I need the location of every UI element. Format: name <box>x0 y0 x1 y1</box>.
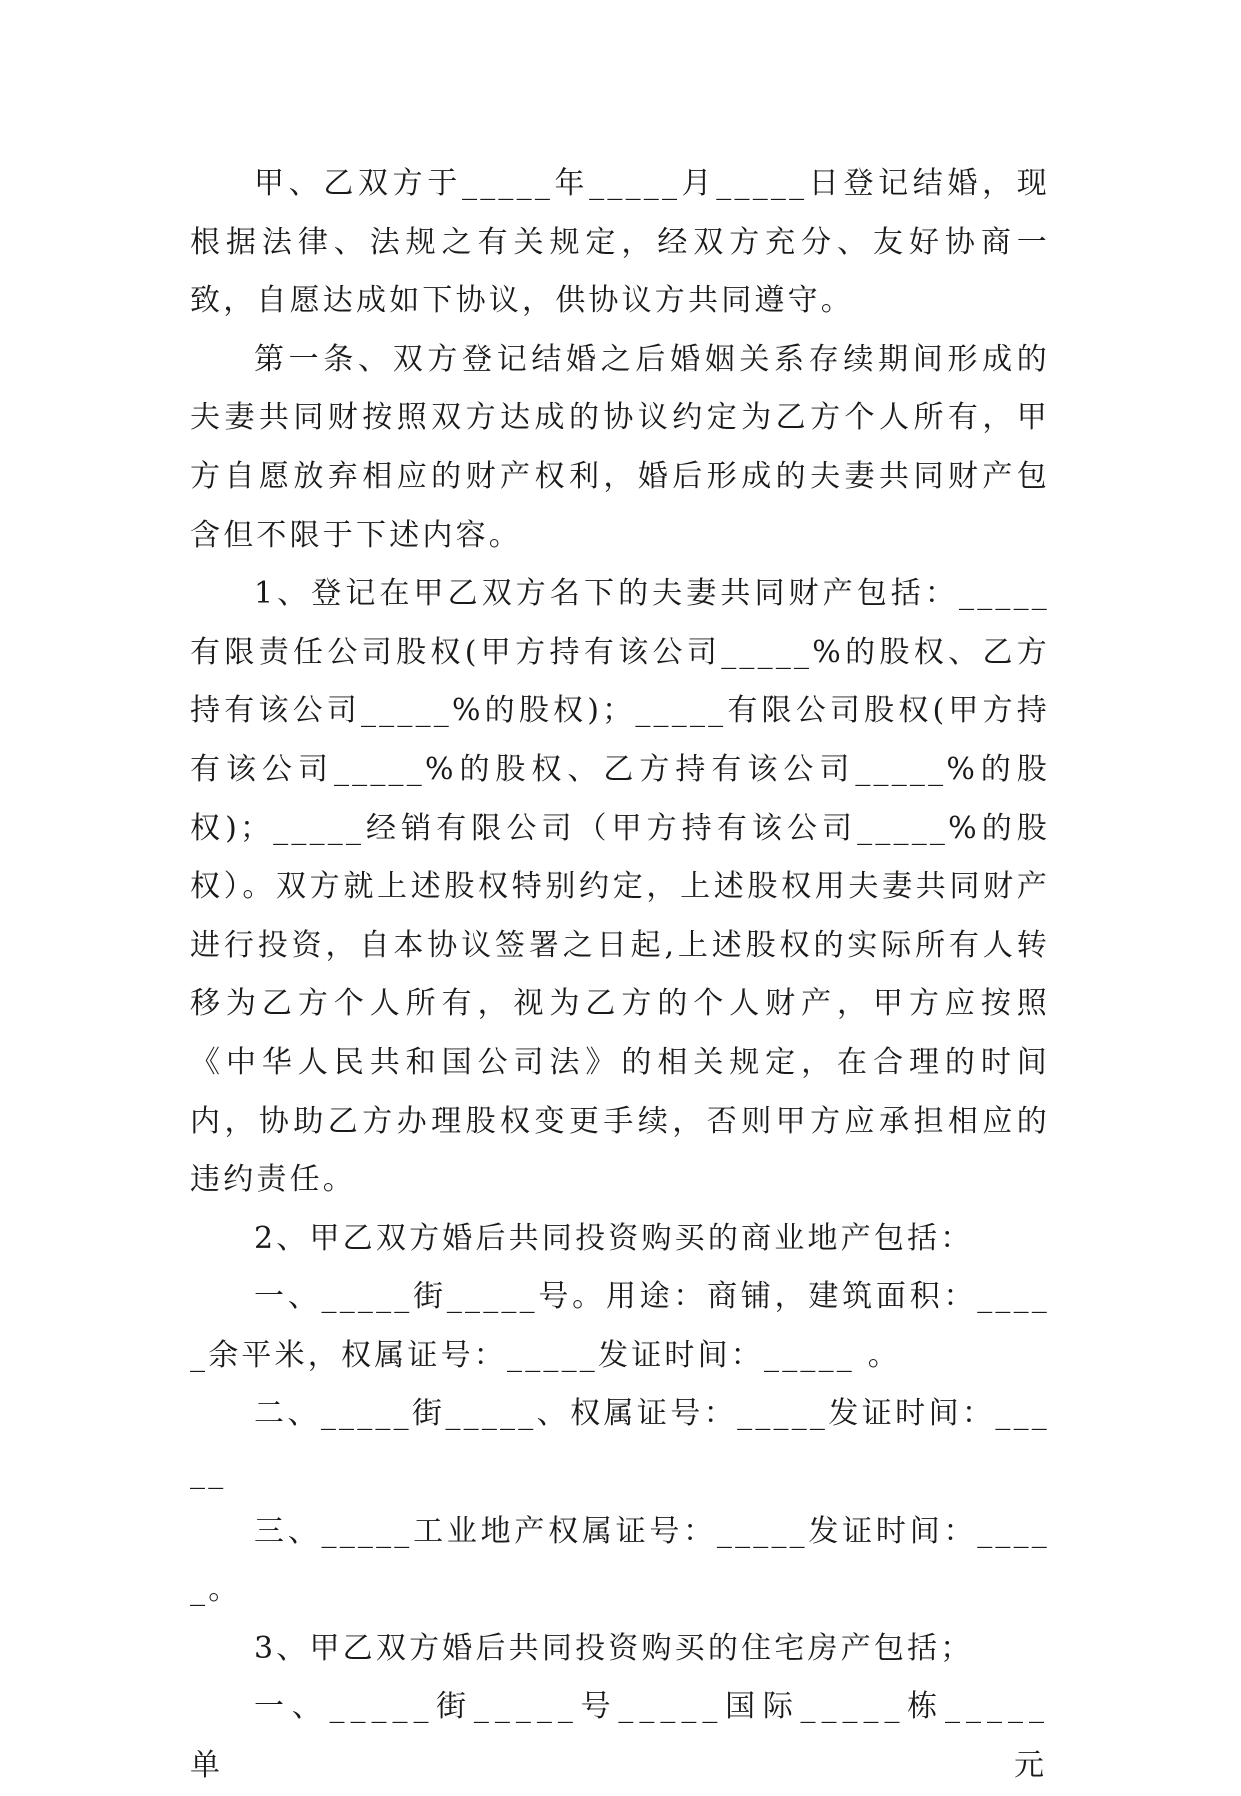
document-body <box>190 155 1050 1796</box>
paragraph-clause-2-commercial: 2、甲乙双方婚后共同投资购买的商业地产包括： <box>254 1220 974 1256</box>
paragraph-commercial-item-3: 三、_____工业地产权属证号：_____发证时间：_____。 <box>190 1513 1050 1608</box>
paragraph-residential-item-1: 一、_____街_____号_____国际_____栋_____单元 <box>190 1689 1050 1784</box>
paragraph-clause-3-residential: 3、甲乙双方婚后共同投资购买的住宅房产包括； <box>254 1630 974 1666</box>
paragraph-commercial-item-1: 一、_____街_____号。用途：商铺，建筑面积：_____余平米，权属证号：_____发证时间：_____ 。 <box>190 1279 1050 1373</box>
paragraph-commercial-item-2: 二、_____街_____、权属证号：_____发证时间：_____ <box>190 1396 1050 1491</box>
paragraph-article-one: 第一条、双方登记结婚之后婚姻关系存续期间形成的夫妻共同财按照双方达成的协议约定为乙方个人所有，甲方自愿放弃相应的财产权利，婚后形成的夫妻共同财产包含但不限于下述内容。 <box>190 341 1050 553</box>
paragraph-preamble: 甲、乙双方于_____年_____月_____日登记结婚，现根据法律、法规之有关规定，经双方充分、友好协商一致，自愿达成如下协议，供协议方共同遵守。 <box>190 166 1050 319</box>
paragraph-clause-1-equity: 1、登记在甲乙双方名下的夫妻共同财产包括：_____有限责任公司股权(甲方持有该公司_____%的股权、乙方持有该公司_____%的股权)；_____有限公司股权(甲方持有该公司_____%的股权、乙方持有该公司_____%的股权)；_____经销有限公司（甲方持有该公司_____%的股权）。双方就上述股权特别约定，上述股权用夫妻共同财产进行投资，自本协议签署之日起,上述股权的实际所有人转移为乙方个人所有，视为乙方的个人财产，甲方应按照《中华人民共和国公司法》的相关规定，在合理的时间内，协助乙方办理股权变更手续，否则甲方应承担相应的违约责任。 <box>190 576 1050 1198</box>
